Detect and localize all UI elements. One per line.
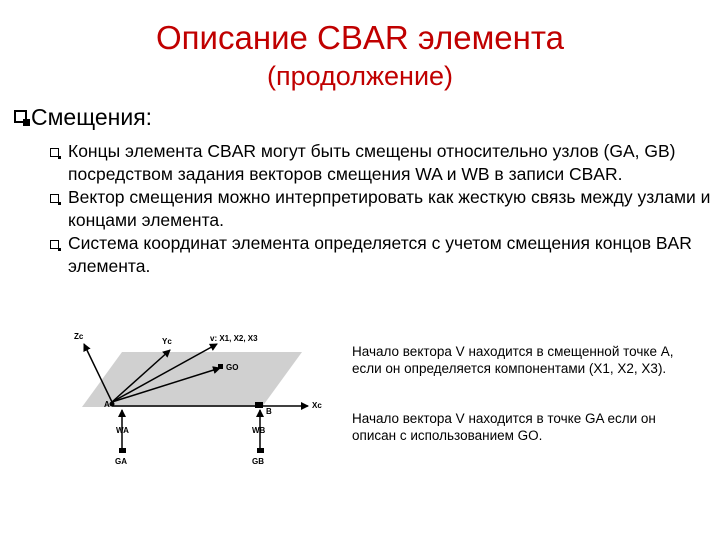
bullet-box-icon (14, 110, 27, 123)
point-ga (119, 448, 126, 453)
bullet-square-icon (50, 240, 59, 249)
label-xc: Xc (312, 401, 322, 410)
bullet-text: Концы элемента CBAR могут быть смещены относительно узлов (GA, GB) посредством задания векторов смещения WA и WB в записи CBAR. (68, 141, 676, 184)
point-a (110, 402, 115, 407)
point-go (218, 364, 223, 369)
point-b (255, 402, 263, 408)
label-v: v: X1, X2, X3 (210, 334, 258, 343)
label-wb: WB (252, 426, 266, 435)
label-zc: Zc (74, 332, 84, 341)
section-heading (14, 103, 152, 131)
label-yc: Yc (162, 337, 172, 346)
list-item (48, 186, 713, 231)
page-subtitle: (продолжение) (266, 61, 454, 91)
point-gb (257, 448, 264, 453)
bullet-text: Вектор смещения можно интерпретировать как жесткую связь между узлами и концами элемента. (68, 187, 711, 230)
section-heading-text: Смещения: (31, 104, 153, 130)
label-go: GO (226, 363, 239, 372)
list-item (48, 232, 713, 277)
bullet-list (48, 140, 713, 278)
bullet-square-icon (50, 148, 59, 157)
page-title: Описание CBAR элемента (156, 19, 564, 56)
note-vector-offset: Начало вектора V находится в смещенной точке A, если он определяется компонентами (X1, X2, X3). (352, 344, 674, 376)
label-wa: WA (116, 426, 129, 435)
label-b: B (266, 407, 272, 416)
bullet-square-icon (50, 194, 59, 203)
cbar-offset-diagram (62, 322, 342, 472)
note-vector-ga: Начало вектора V находится в точке GA если он описан с использованием GO. (352, 411, 656, 443)
label-gb: GB (252, 457, 264, 466)
bullet-text: Система координат элемента определяется с учетом смещения концов BAR элемента. (68, 233, 692, 276)
list-item (48, 140, 713, 185)
label-a: A (104, 400, 110, 409)
label-ga: GA (115, 457, 127, 466)
